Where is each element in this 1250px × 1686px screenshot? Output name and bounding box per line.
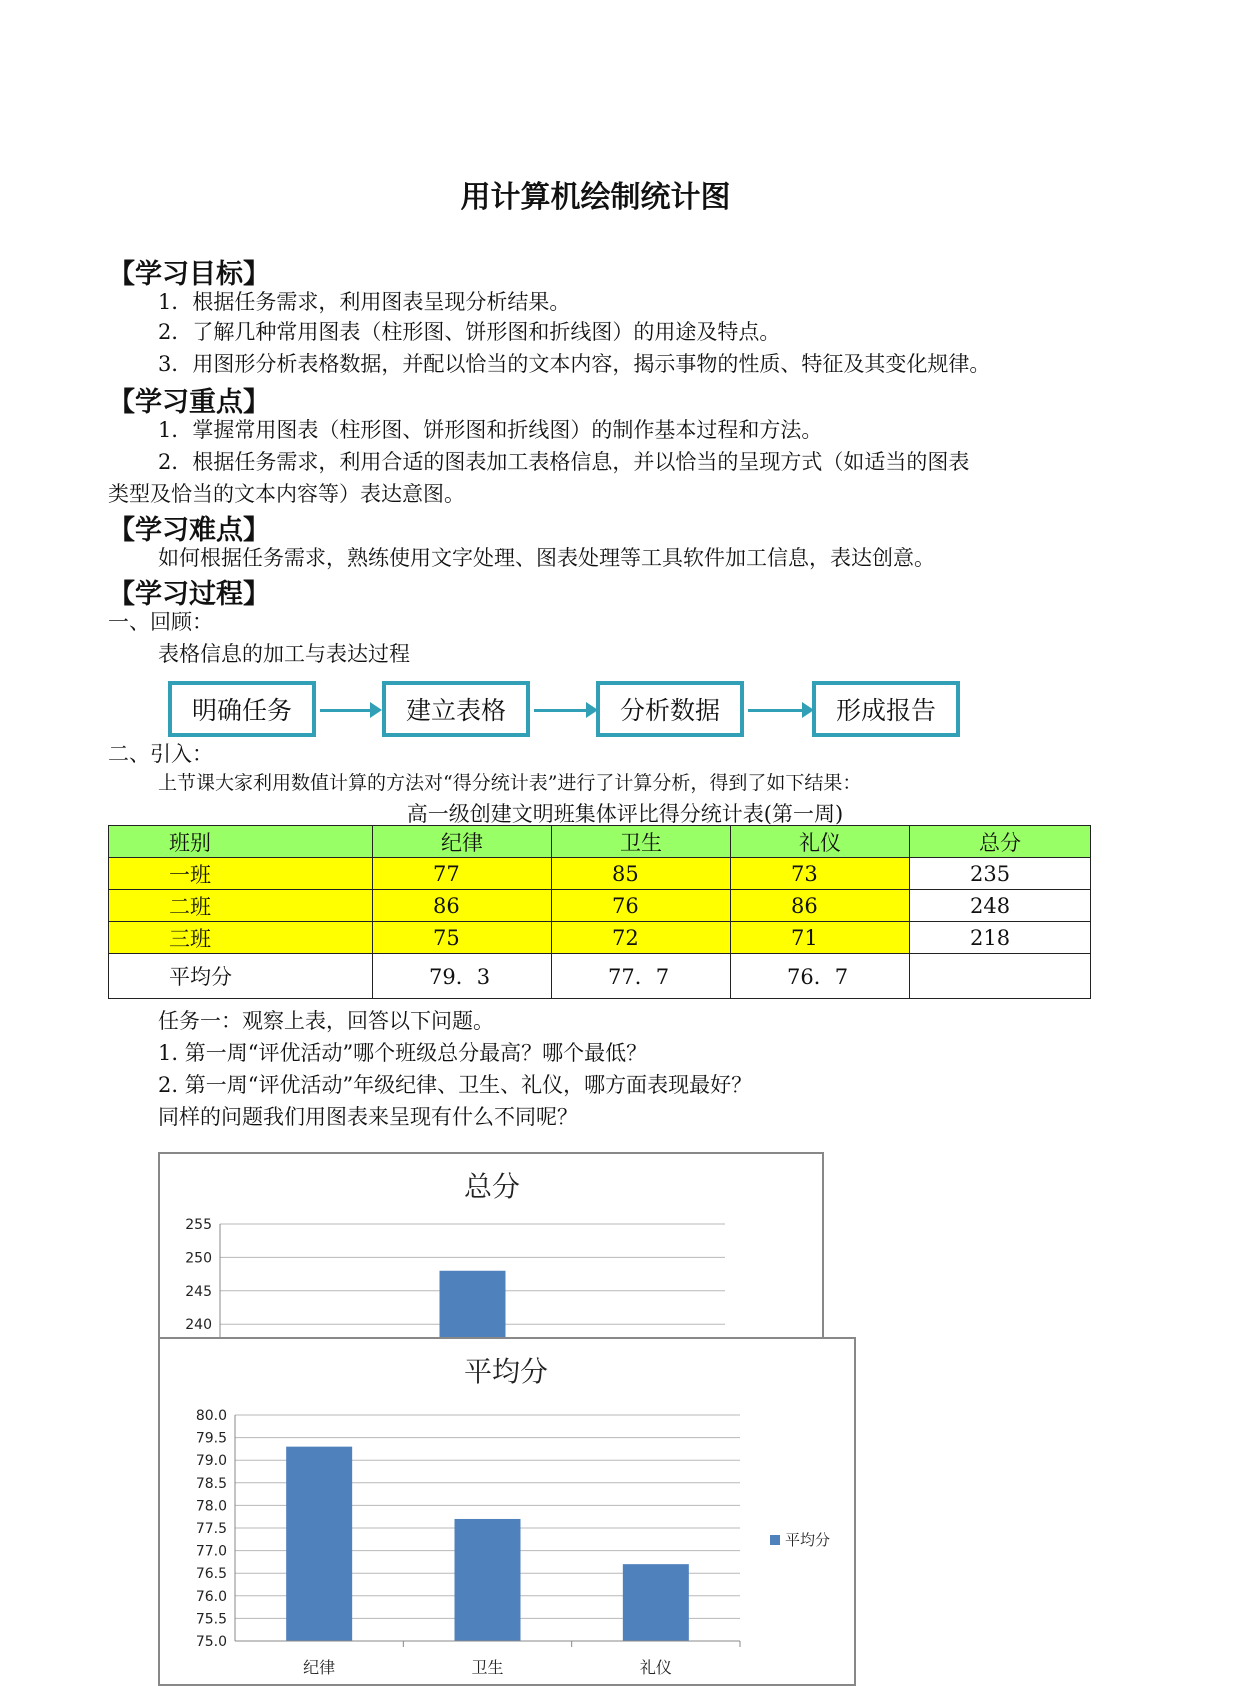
table-header-row <box>109 826 1091 858</box>
cell: 75 <box>373 922 552 954</box>
cell: 77．7 <box>552 954 731 999</box>
y-tick-label: 77.5 <box>195 1521 227 1537</box>
bar <box>455 1519 521 1641</box>
goal-2: 2．了解几种常用图表（柱形图、饼形图和折线图）的用途及特点。 <box>158 320 781 344</box>
table-row <box>109 922 1091 954</box>
cell: 73 <box>731 858 910 890</box>
y-tick-label: 80.0 <box>195 1408 227 1424</box>
table-row <box>109 954 1091 999</box>
question-3: 同样的问题我们用图表来呈现有什么不同呢？ <box>158 1105 578 1129</box>
cell: 79．3 <box>373 954 552 999</box>
difficulty-text: 如何根据任务需求，熟练使用文字处理、图表处理等工具软件加工信息，表达创意。 <box>158 546 935 570</box>
header-total: 总分 <box>910 826 1091 858</box>
difficulty-heading: 【学习难点】 <box>108 515 270 546</box>
x-tick-label: 卫生 <box>471 1658 504 1677</box>
table-caption: 高一级创建文明班集体评比得分统计表(第一周) <box>406 802 844 826</box>
cell: 76．7 <box>731 954 910 999</box>
header-etiquette: 礼仪 <box>731 826 910 858</box>
cell-class: 一班 <box>109 858 373 890</box>
flow-arrow-1 <box>320 709 372 712</box>
key-2-cont: 类型及恰当的文本内容等）表达意图。 <box>108 482 465 506</box>
cell: 71 <box>731 922 910 954</box>
header-class: 班别 <box>109 826 373 858</box>
question-1: 1. 第一周“评优活动”哪个班级总分最高？哪个最低？ <box>158 1041 648 1065</box>
x-tick-label: 纪律 <box>303 1658 336 1677</box>
task1-text: 任务一：观察上表，回答以下问题。 <box>158 1009 494 1033</box>
review-text: 表格信息的加工与表达过程 <box>158 642 410 666</box>
cell-class: 平均分 <box>109 954 373 999</box>
y-tick-label: 245 <box>185 1283 212 1300</box>
y-tick-label: 250 <box>185 1250 212 1267</box>
legend-label: 平均分 <box>785 1531 831 1549</box>
y-tick-label: 79.5 <box>195 1430 227 1447</box>
cell: 77 <box>373 858 552 890</box>
flow-arrow-2 <box>534 709 588 712</box>
intro-text: 上节课大家利用数值计算的方法对“得分统计表”进行了计算分析，得到了如下结果： <box>158 772 862 794</box>
flow-step-3: 分析数据 <box>596 681 744 737</box>
cell: 86 <box>731 890 910 922</box>
y-tick-label: 77.0 <box>195 1543 227 1560</box>
y-tick-label: 76.5 <box>195 1566 227 1583</box>
question-2: 2. 第一周“评优活动”年级纪律、卫生、礼仪，哪方面表现最好？ <box>158 1073 753 1097</box>
cell: 86 <box>373 890 552 922</box>
bar <box>286 1447 352 1641</box>
cell-class: 三班 <box>109 922 373 954</box>
flow-step-2: 建立表格 <box>382 681 530 737</box>
y-tick-label: 235 <box>185 1350 212 1367</box>
cell-total <box>910 954 1091 999</box>
bar <box>623 1564 689 1641</box>
y-tick-label: 240 <box>185 1317 212 1334</box>
chart-title: 平均分 <box>463 1355 549 1388</box>
key-heading: 【学习重点】 <box>108 387 270 418</box>
cell-total: 235 <box>910 858 1091 890</box>
y-tick-label: 76.0 <box>195 1588 227 1605</box>
score-table <box>108 825 1091 999</box>
average-score-chart <box>158 1337 856 1686</box>
cell-class: 二班 <box>109 890 373 922</box>
flow-arrow-3 <box>748 709 804 712</box>
y-tick-label: 230 <box>185 1384 212 1400</box>
y-tick-label: 255 <box>185 1217 212 1233</box>
cell: 76 <box>552 890 731 922</box>
y-tick-label: 79.0 <box>195 1453 227 1470</box>
goal-1: 1．根据任务需求，利用图表呈现分析结果。 <box>158 290 571 314</box>
cell: 72 <box>552 922 731 954</box>
key-1: 1．掌握常用图表（柱形图、饼形图和折线图）的制作基本过程和方法。 <box>158 418 823 442</box>
x-tick-label: 礼仪 <box>639 1658 672 1677</box>
flow-arrowhead-1 <box>370 702 382 718</box>
intro-label: 二、引入： <box>108 742 213 766</box>
key-2: 2．根据任务需求，利用合适的图表加工表格信息，并以恰当的呈现方式（如适当的图表 <box>158 450 970 474</box>
y-tick-label: 75.5 <box>195 1611 227 1628</box>
table-row <box>109 858 1091 890</box>
cell-total: 218 <box>910 922 1091 954</box>
header-hygiene: 卫生 <box>552 826 731 858</box>
goals-heading: 【学习目标】 <box>108 259 270 290</box>
y-tick-label: 78.0 <box>195 1498 227 1515</box>
cell-total: 248 <box>910 890 1091 922</box>
legend-swatch <box>770 1535 780 1545</box>
y-tick-label: 78.5 <box>195 1475 227 1492</box>
y-tick-label: 75.0 <box>195 1634 227 1650</box>
page-title: 用计算机绘制统计图 <box>460 180 731 215</box>
goal-3: 3．用图形分析表格数据，并配以恰当的文本内容，揭示事物的性质、特征及其变化规律。 <box>158 352 991 376</box>
chart-title: 总分 <box>463 1170 521 1203</box>
table-row <box>109 890 1091 922</box>
flow-step-4: 形成报告 <box>812 681 960 737</box>
review-label: 一、回顾： <box>108 610 213 634</box>
cell: 85 <box>552 858 731 890</box>
flow-step-1: 明确任务 <box>168 681 316 737</box>
header-discipline: 纪律 <box>373 826 552 858</box>
process-heading: 【学习过程】 <box>108 579 270 610</box>
